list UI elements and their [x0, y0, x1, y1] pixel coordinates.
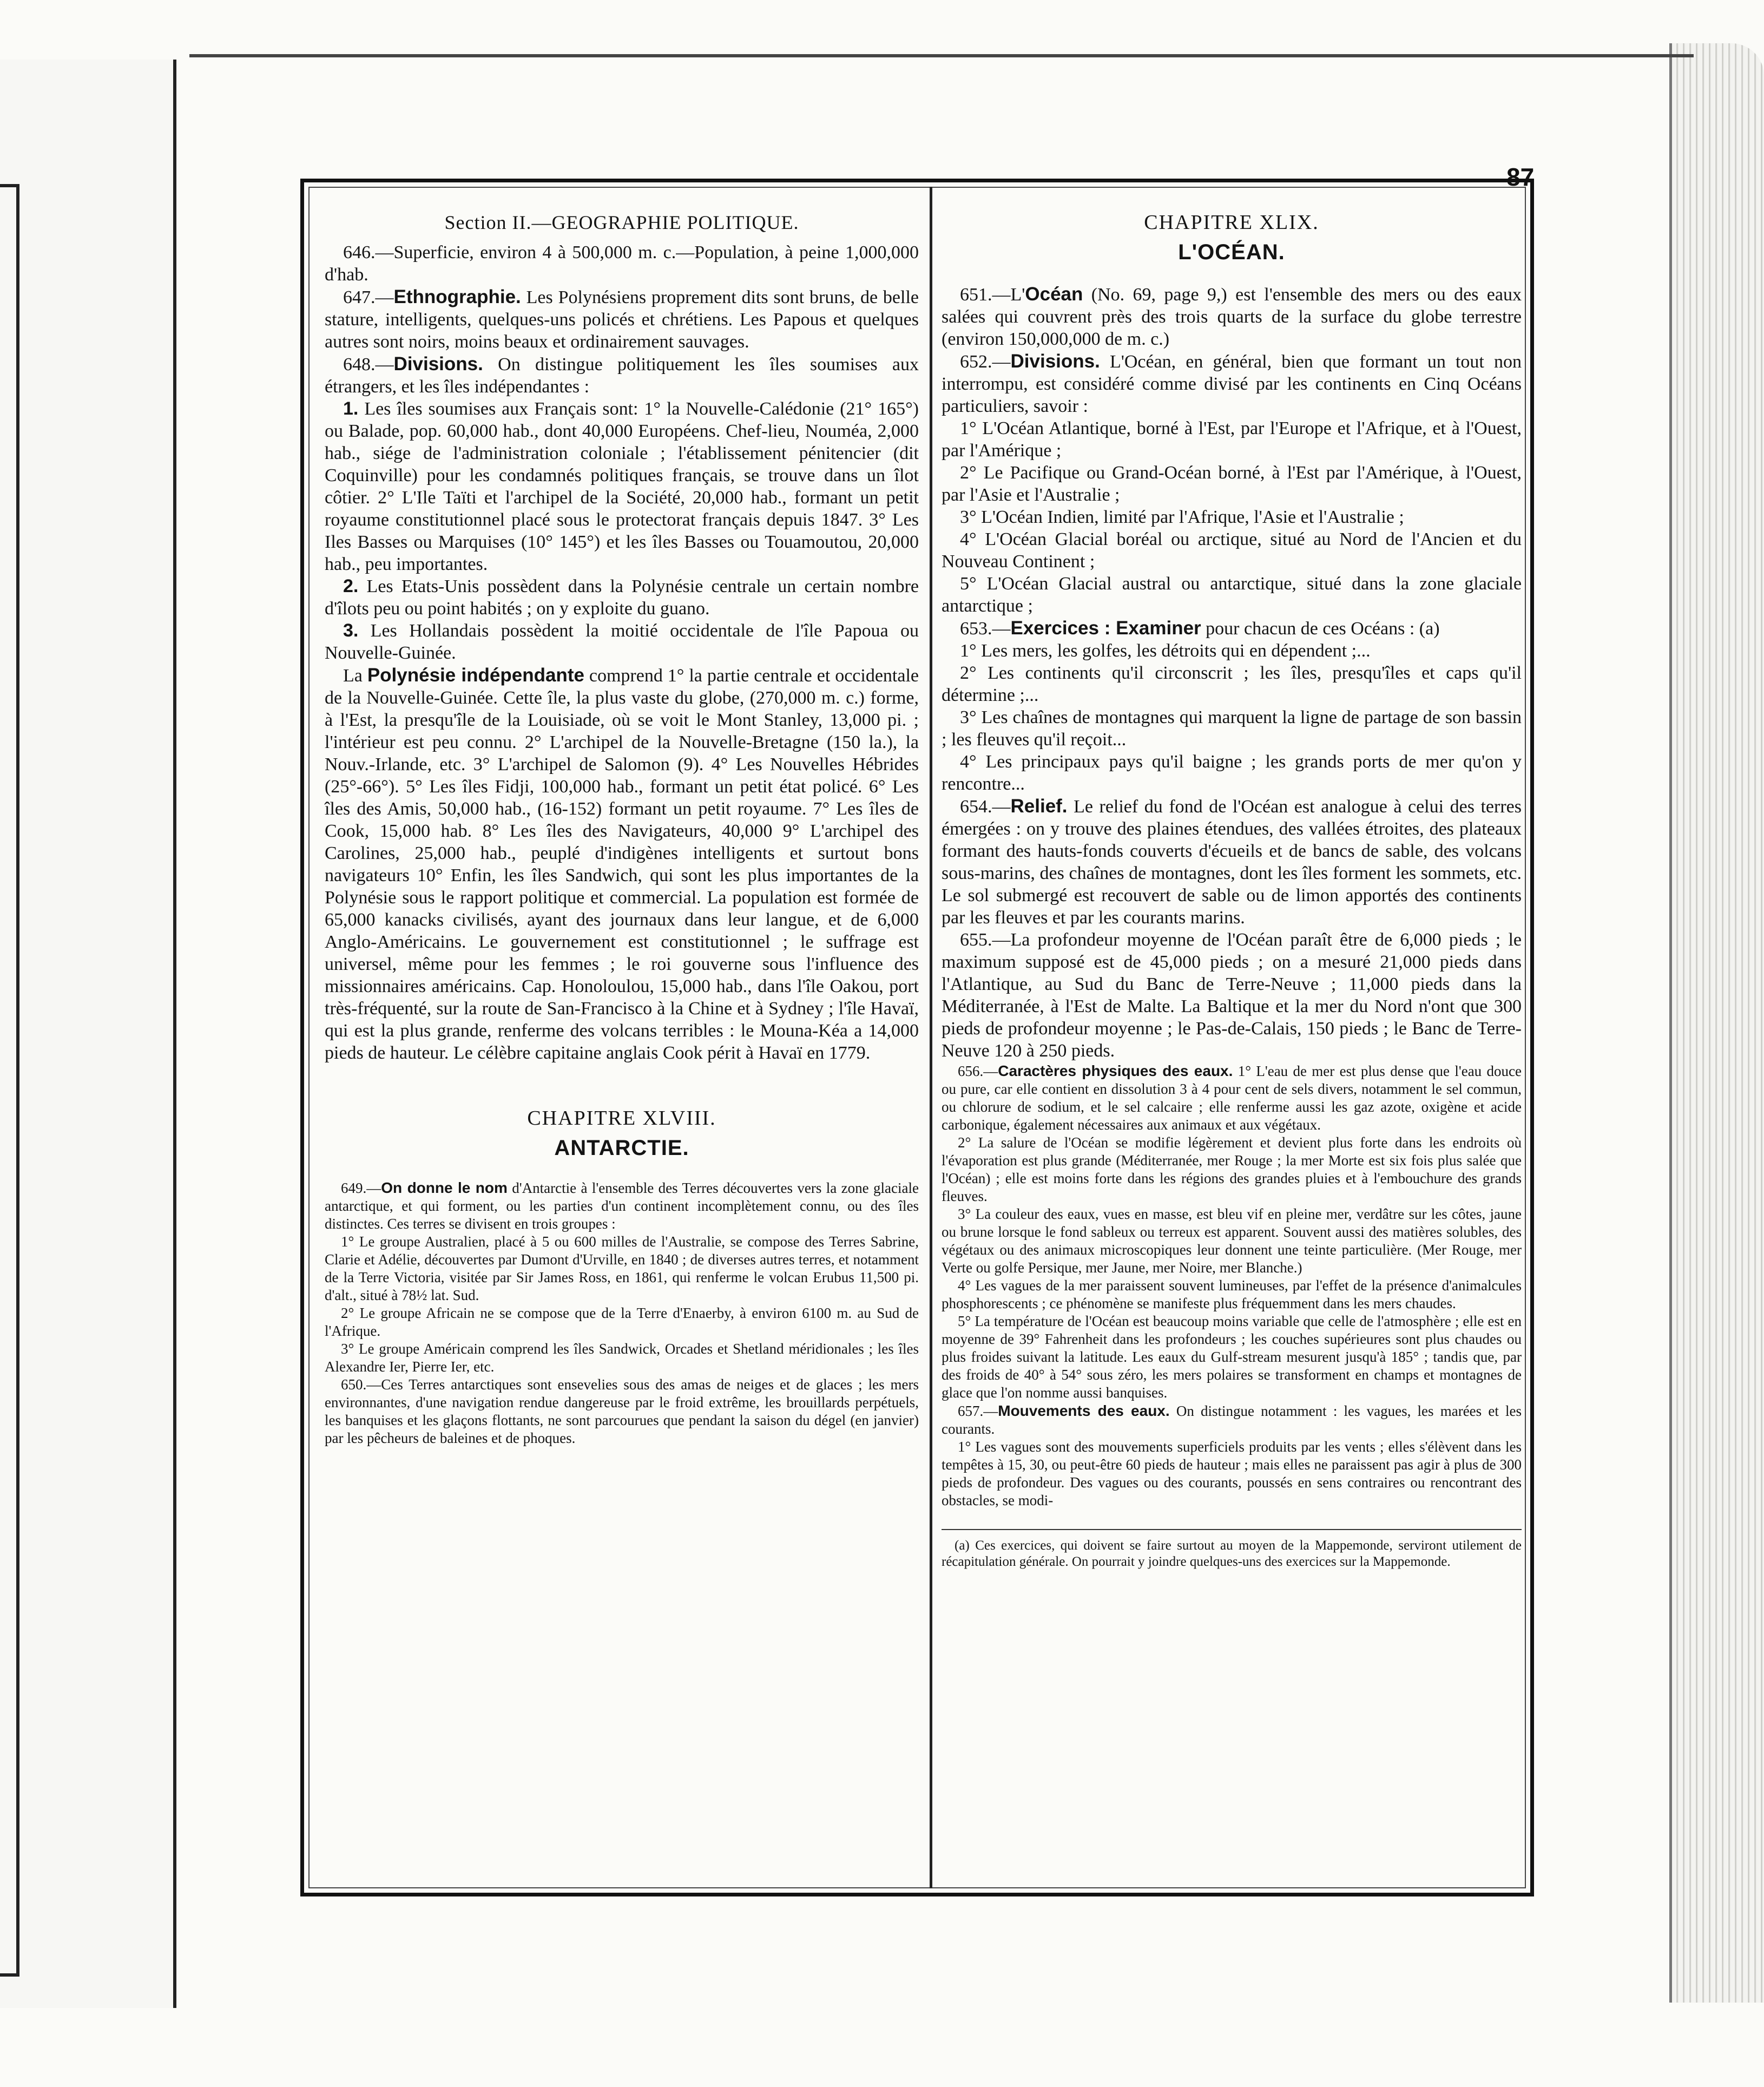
temperature: 5° La température de l'Océan est beaucoup moins variable que celle de l'atmosphère ; elle est en moyenne de 39° Fahrenheit dans les profondeurs ; les couches supérieures sont plus chaudes ou plus froides suivant la latitude. Les eaux du Gulf-stream mesurent jusqu'à 185° ; tandis que, par des froids de 40° à 54° sous zéro, les mers polaires se transforment en champs et montagnes de glace que l'on nomme aussi banquises.: [942, 1313, 1522, 1401]
paragraph-number: 647.—: [343, 287, 394, 307]
chapter-48-title: ANTARCTIE.: [554, 1136, 689, 1160]
paragraph-657: [942, 1402, 1522, 1438]
vagues-lumineuses: 4° Les vagues de la mer paraissent souvent lumineuses, par l'effet de la présence d'animalcules phosphorescents ; ce phénomène se manifeste plus fréquemment dans les mers chaudes.: [942, 1277, 1522, 1311]
keyword-mouvements: Mouvements des eaux.: [998, 1402, 1170, 1419]
exercise-1: 1° Les mers, les golfes, les détroits qui en dépendent ;...: [960, 641, 1371, 661]
footnote: [942, 1538, 1522, 1570]
ocean-glacial-boreal: 4° L'Océan Glacial boréal ou arctique, situé au Nord de l'Ancien et du Nouveau Continent ;: [942, 529, 1522, 572]
paragraph-number: 656.—: [958, 1063, 998, 1079]
paragraph-655: 655.—La profondeur moyenne de l'Océan paraît être de 6,000 pieds ; le maximum supposé est de 45,000 pieds ; on a mesuré 21,000 pieds dans l'Atlantique, au Sud du Banc de Terre-Neuve ; 11,000 pieds dans la Méditerranée, à l'Est de Malte. La Baltique et la mer du Nord n'ont que 300 pieds de profondeur moyenne ; le Pas-de-Calais, 150 pieds ; le Banc de Terre-Neuve 120 à 250 pieds.: [942, 930, 1522, 1061]
paragraph-654: [942, 795, 1522, 929]
page-edges: [1669, 43, 1764, 2003]
item-2-etats-unis: [325, 575, 919, 620]
keyword-exercices: Exercices : Examiner: [1010, 618, 1201, 639]
footnote-rule: [942, 1529, 1522, 1530]
item-number: 1.: [343, 398, 359, 419]
item-1-francais: [325, 398, 919, 575]
paragraph-number: 653.—: [960, 619, 1011, 639]
facing-page-frame: [0, 184, 19, 1977]
item-number: 3.: [343, 620, 359, 641]
ocean-indien: 3° L'Océan Indien, limité par l'Afrique, l'Asie et l'Australie ;: [960, 507, 1404, 527]
paragraph-number: 652.—: [960, 352, 1011, 372]
item-text: Les Etats-Unis possèdent dans la Polynésie centrale un certain nombre d'îlots peu ou point habités ; on y exploite du guano.: [325, 576, 919, 619]
item-text: Les îles soumises aux Français sont: 1° la Nouvelle-Calédonie (21° 165°) ou Balade, pop. 60,000 hab., dont 40,000 Européens. Chef-lieu, Nouméa, 2,000 hab., siége de l'administration coloniale ; l'établissement pénitencier (dit Coquinville) pour les condamnés politiques français, se trouve dans un îlot côtier. 2° L'Ile Taïti et l'archipel de la Société, 20,000 hab., formant un petit royaume constitutionnel placé sous le protectorat français depuis 1847. 3° Les Iles Basses ou Marquises (10° 145°) et les îles Basses ou Touamoutou, 20,000 hab., peu importantes.: [325, 399, 919, 574]
exercise-2: 2° Les continents qu'il circonscrit ; les îles, presqu'îles et caps qu'il détermine ;...: [942, 663, 1522, 705]
ocean-atlantique: 1° L'Océan Atlantique, borné à l'Est, par l'Europe et l'Afrique, et à l'Ouest, par l'Amérique ;: [942, 418, 1522, 461]
paragraph-number: 657.—: [958, 1403, 998, 1419]
groupe-americain: 3° Le groupe Américain comprend les îles Sandwick, Orcades et Shetland méridionales ; les îles Alexandre Ier, Pierre Ier, etc.: [325, 1341, 919, 1375]
paragraph-649: [325, 1179, 919, 1233]
paragraph-text: (No. 69, page 9,) est l'ensemble des mers ou des eaux salées qui couvrent près des trois quarts de la surface du globe terrestre (environ 150,000,000 de m. c.): [942, 285, 1522, 349]
salure: 2° La salure de l'Océan se modifie légèrement et devient plus forte dans les endroits où l'évaporation est plus grande (Méditerranée, mer Rouge ; la mer Morte est six fois plus salée que l'Océan) ; elle est moins forte dans les régions des grandes pluies et à l'embouchure des grands fleuves.: [942, 1134, 1522, 1204]
antarctie-text: [325, 1179, 919, 1447]
page-top-edge: [189, 54, 1694, 68]
left-column: [325, 208, 919, 1447]
paragraph-647: [325, 286, 919, 353]
right-column: [942, 208, 1522, 1570]
chapter-49-heading: CHAPITRE XLIX.: [1144, 211, 1319, 234]
paragraph-text: 1° L'eau de mer est plus dense que l'eau douce ou pure, car elle contient en dissolution 3 à 4 pour cent de sels divers, notamment le sel commun, ou chlorure de sodium, et le sel calcaire ; elle renferme aussi les gaz azote, oxigène et acide carbonique, également nécessaires aux animaux et aux végétaux.: [942, 1063, 1522, 1133]
paragraph-number: 651.—L': [960, 285, 1025, 305]
paragraph-polynesie-independante: [325, 664, 919, 1064]
paragraph-text: L'Océan, en général, bien que formant un tout non interrompu, est considéré comme divisé par les continents en Cinq Océans particuliers, savoir :: [942, 352, 1522, 416]
keyword-divisions: Divisions.: [393, 353, 483, 375]
keyword-caracteres-physiques: Caractères physiques des eaux.: [998, 1062, 1233, 1079]
groupe-africain: 2° Le groupe Africain ne se compose que de la Terre d'Enaerby, à environ 6100 m. au Sud de l'Afrique.: [325, 1305, 919, 1339]
groupe-australien: 1° Le groupe Australien, placé à 5 ou 600 milles de l'Australie, se compose des Terres Sabrine, Clarie et Adélie, découvertes par Dumont d'Urville, en 1840 ; de diverses autres terres, et notamment de la Terre Victoria, visitée par Sir James Ross, en 1861, qui renferme le volcan Erubus 11,500 pi. d'alt., situé à 78½ lat. Sud.: [325, 1233, 919, 1303]
paragraph-653: [942, 617, 1522, 640]
keyword-polynesie-independante: Polynésie indépendante: [367, 665, 584, 686]
page-number: 87: [1506, 163, 1535, 191]
paragraph-number: 654.—: [960, 797, 1011, 817]
paragraph-text: On distingue politiquement les îles soumises aux étrangers, et les îles indépendantes :: [325, 355, 919, 397]
couleur: 3° La couleur des eaux, vues en masse, est bleu vif en pleine mer, verdâtre sur les côtes, jaune ou brune lorsque le fond sableux ou terreux est apparent. Souvent aussi des matières solubles, des végétaux ou des animaux microscopiques leur donnent une teinte particulière. (Mer Rouge, mer Verte ou golfe Persique, mer Jaune, mer Noire, mer Blanche.): [942, 1206, 1522, 1276]
paragraph-651: [942, 283, 1522, 350]
exercise-4: 4° Les principaux pays qu'il baigne ; les grands ports de mer qu'on y rencontre...: [942, 752, 1522, 794]
paragraph-text: d'Antarctie à l'ensemble des Terres découvertes vers la zone glaciale antarctique, et qui forment, ou les parties d'un continent incomplètement connu, ou des îles distinctes. Ces terres se divisent en trois groupes :: [325, 1180, 919, 1232]
keyword-ocean: Océan: [1025, 284, 1083, 305]
facing-page: [0, 60, 176, 2008]
keyword-ethnographie: Ethnographie.: [393, 286, 521, 307]
paragraph-646: 646.—Superficie, environ 4 à 500,000 m. c.—Population, à peine 1,000,000 d'hab.: [325, 242, 919, 285]
item-number: 2.: [343, 576, 359, 596]
paragraph-number: 649.—: [341, 1180, 381, 1196]
paragraph-text: On distingue notamment : les vagues, les marées et les courants.: [942, 1403, 1522, 1437]
paragraph-text: Le relief du fond de l'Océan est analogue à celui des terres émergées : on y trouve des plaines étendues, des vallées étroites, des plateaux formant des hauts-fonds couverts d'écueils et de bancs de sable, des volcans sous-marins, des chaînes de montagnes, dont les îles forment les sommets, etc. Le sol submergé est recouvert de sable ou de limon apportés des continents par les fleuves et par les courants marins.: [942, 797, 1522, 928]
item-3-hollandais: [325, 620, 919, 664]
ocean-glacial-austral: 5° L'Océan Glacial austral ou antarctique, situé dans la zone glaciale antarctique ;: [942, 574, 1522, 616]
keyword-on-donne: On donne le nom: [381, 1179, 508, 1196]
paragraph-number: 648.—: [343, 355, 394, 375]
item-text: Les Hollandais possèdent la moitié occidentale de l'île Papoua ou Nouvelle-Guinée.: [325, 621, 919, 663]
keyword-relief: Relief.: [1010, 796, 1068, 817]
chapter-49-title: L'OCÉAN.: [1178, 240, 1285, 264]
chapter-48-heading: CHAPITRE XLVIII.: [527, 1107, 716, 1130]
paragraph-prefix: La: [343, 666, 367, 686]
ocean-pacifique: 2° Le Pacifique ou Grand-Océan borné, à l'Est par l'Amérique, à l'Ouest, par l'Asie et l'Australie ;: [942, 463, 1522, 505]
paragraph-650: 650.—Ces Terres antarctiques sont ensevelies sous des amas de neiges et de glaces ; les mers environnantes, d'une navigation rendue dangereuse par le froid extrême, les brouillards perpétuels, les banquises et les glaçons flottants, ne sont parcourues que pendant la saison du dégel (en janvier) par les pêcheurs de baleines et de phoques.: [325, 1376, 919, 1446]
keyword-divisions: Divisions.: [1010, 351, 1100, 372]
paragraph-652: [942, 350, 1522, 417]
column-divider: [930, 187, 932, 1888]
exercise-3: 3° Les chaînes de montagnes qui marquent la ligne de partage de son bassin ; les fleuves qu'il reçoit...: [942, 707, 1522, 750]
paragraph-text: Les Polynésiens proprement dits sont bruns, de belle stature, intelligents, quelques-uns policés et chrétiens. Les Papous et quelques autres sont noirs, moins beaux et ordinairement sauvages.: [325, 287, 919, 352]
paragraph-text: pour chacun de ces Océans : (a): [1201, 619, 1440, 639]
paragraph-656: [942, 1062, 1522, 1134]
paragraph-text: comprend 1° la partie centrale et occidentale de la Nouvelle-Guinée. Cette île, la plus vaste du globe, (270,000 m. c.) forme, à l'Est, la presqu'île de la Louisiade, où se voit le Mont Stanley, 13,000 pi. ; l'intérieur est peu connu. 2° L'archipel de la Nouvelle-Bretagne (150 la.), la Nouv.-Irlande, etc. 3° L'archipel de Salomon (9). 4° Les Nouvelles Hébrides (25°-66°). 5° Les îles Fidji, 100,000 hab., formant un petit état policé. 6° Les îles des Amis, 50,000 hab., (16-152) formant un petit royaume. 7° Les îles de Cook, 15,000 hab. 8° Les îles des Navigateurs, 40,000 9° L'archipel des Carolines, 25,000 hab., peuplé d'indigènes intelligents et surtout bons navigateurs 10° Enfin, les îles Sandwich, qui sont les plus importantes de la Polynésie sous le rapport politique et commercial. La population est formée de 65,000 kanacks civilisés, ayant des journaux dans leur langue, et de 6,000 Anglo-Américains. Le gouvernement est constitutionnel ; le suffrage est universel, même pour les femmes ; le roi gouverne sous l'influence des missionnaires américains. Cap. Honoloulou, 15,000 hab., dans l'île Oakou, port très-fréquenté, sur la route de San-Francisco à la Chine et à Sydney ; l'île Havaï, qui est la plus grande, renferme des volcans terribles : le Mouna-Kéa a 14,000 pieds de hauteur. Le célèbre capitaine anglais Cook périt à Havaï en 1779.: [325, 666, 919, 1063]
vagues: 1° Les vagues sont des mouvements superficiels produits par les vents ; elles s'élèvent dans les tempêtes à 15, 30, ou peut-être 60 pieds de hauteur ; mais elles ne paraissent pas agir à plus de 300 pieds de profondeur. Des vagues ou des courants, poussés en sens contraires ou rencontrant des obstacles, se modi-: [942, 1439, 1522, 1508]
ocean-small-text: [942, 1062, 1522, 1510]
paragraph-648: [325, 353, 919, 398]
section-heading: Section II.—GEOGRAPHIE POLITIQUE.: [444, 212, 799, 233]
footnote-text: (a) Ces exercices, qui doivent se faire surtout au moyen de la Mappemonde, serviront utilement de récapitulation générale. On pourrait y joindre quelques-uns des exercices sur la Mappemonde.: [942, 1538, 1522, 1569]
